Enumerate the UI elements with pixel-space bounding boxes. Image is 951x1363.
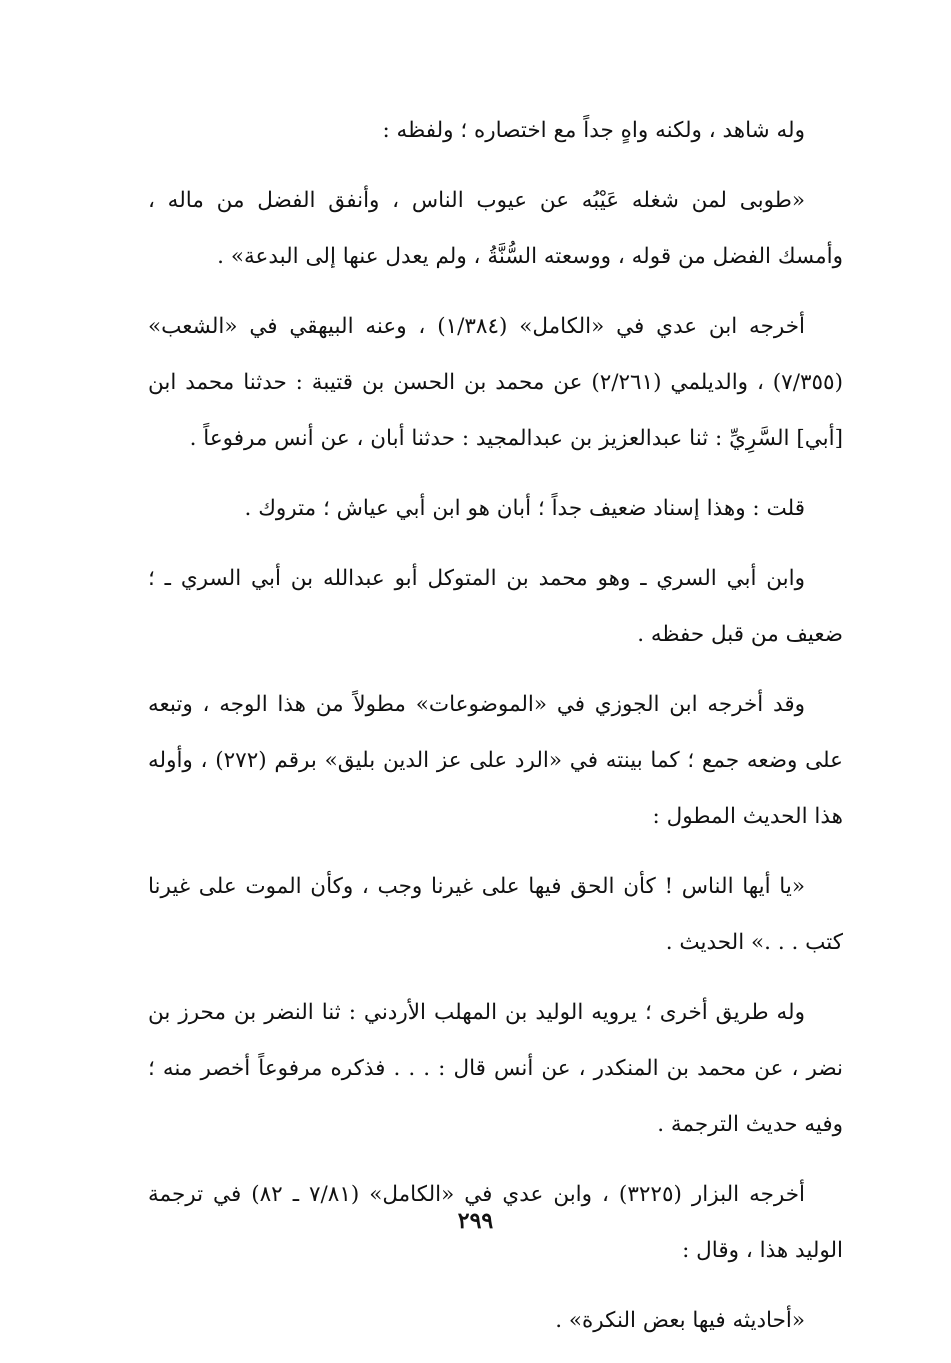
paragraph-10: «أحاديثه فيها بعض النكرة» .	[555, 1308, 805, 1333]
paragraph-2: «طوبى لمن شغله عَيْبُه عن عيوب الناس ، وأنفق الفضل من ماله ، وأمسك الفضل من قوله ، ووسعته السُّنَّةُ ، ولم يعدل عنها إلى البدعة» .	[148, 188, 843, 269]
page-number: ٢٩٩	[457, 1208, 494, 1234]
paragraph-1: وله شاهد ، ولكنه واهٍ جداً مع اختصاره ؛ ولفظه :	[382, 118, 805, 143]
document-body	[148, 103, 843, 1363]
paragraph-7: «يا أيها الناس ! كأن الحق فيها على غيرنا وجب ، وكأن الموت على غيرنا كتب . . .» الحديث .	[148, 874, 843, 955]
paragraph-4: قلت : وهذا إسناد ضعيف جداً ؛ أبان هو ابن أبي عياش ؛ متروك .	[244, 496, 805, 521]
paragraph-3: أخرجه ابن عدي في «الكامل» (١/٣٨٤) ، وعنه البيهقي في «الشعب» (٧/٣٥٥) ، والديلمي (٢/٢٦١) عن محمد بن الحسن بن قتيبة : حدثنا محمد ابن [أبي] السَّرِيِّ : ثنا عبدالعزيز بن عبدالمجيد : حدثنا أبان ، عن أنس مرفوعاً .	[148, 314, 843, 451]
paragraph-9: أخرجه البزار (٣٢٢٥) ، وابن عدي في «الكامل» (٧/٨١ ـ ٨٢) في ترجمة الوليد هذا ، وقال :	[148, 1182, 843, 1263]
paragraph-5: وابن أبي السري ـ وهو محمد بن المتوكل أبو عبدالله بن أبي السري ـ ؛ ضعيف من قبل حفظه .	[148, 566, 843, 647]
paragraph-6: وقد أخرجه ابن الجوزي في «الموضوعات» مطولاً من هذا الوجه ، وتبعه على وضعه جمع ؛ كما بينته في «الرد على عز الدين بليق» برقم (٢٧٢) ، وأوله هذا الحديث المطول :	[148, 692, 843, 829]
paragraph-8: وله طريق أخرى ؛ يرويه الوليد بن المهلب الأردني : ثنا النضر بن محرز بن نضر ، عن محمد بن المنكدر ، عن أنس قال : . . . فذكره مرفوعاً أخصر منه ؛ وفيه حديث الترجمة .	[148, 1000, 843, 1137]
